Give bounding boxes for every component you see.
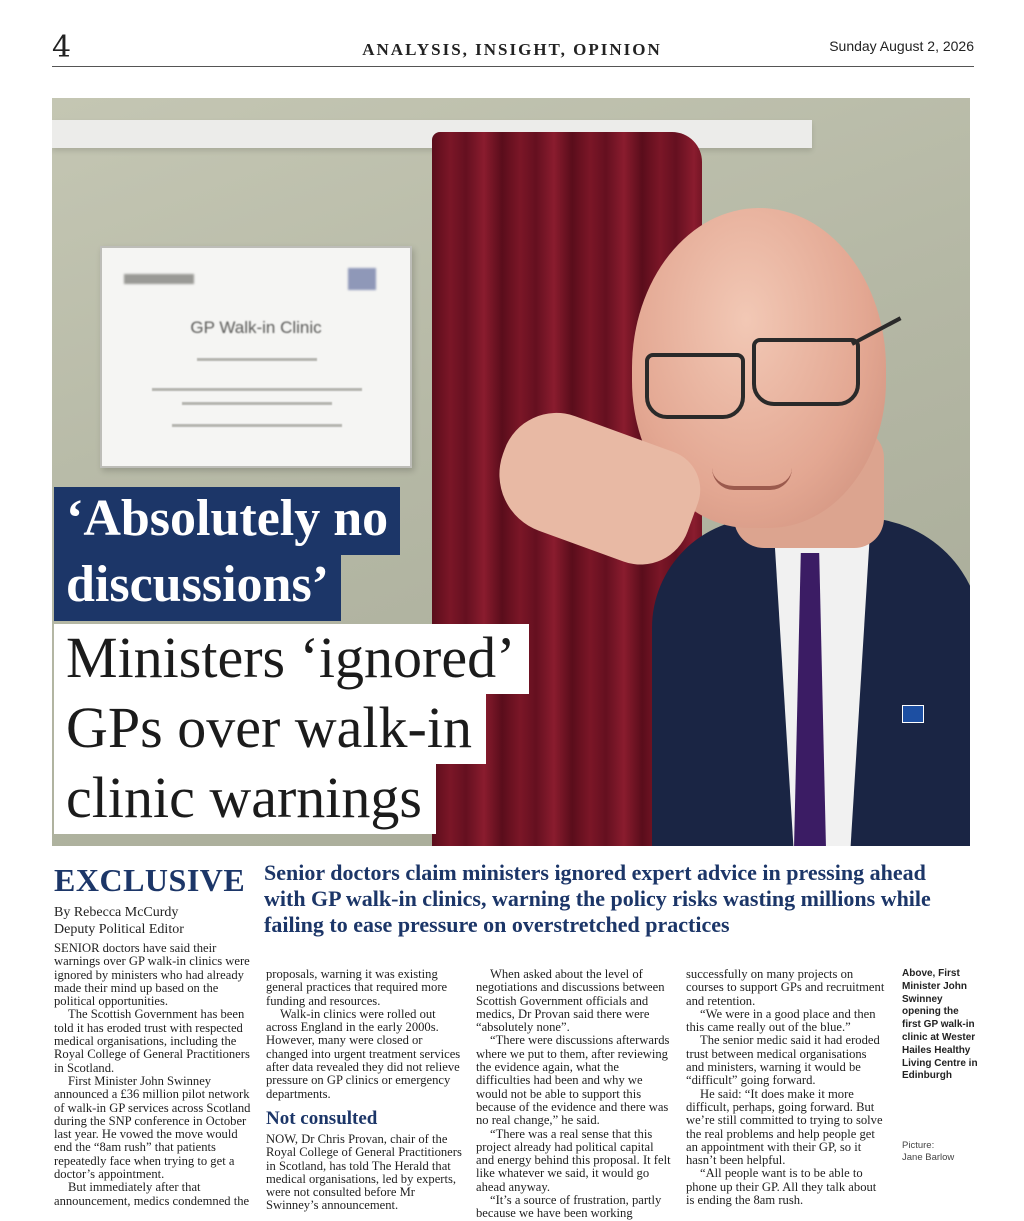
photo-credit: [902, 1140, 978, 1164]
kicker-line-2: discussions’: [54, 553, 341, 621]
exclusive-tag: EXCLUSIVE: [54, 862, 246, 898]
photo-caption: Above, First Minister John Swinney opening the first GP walk-in clinic at Wester Hailes Healthy Living Centre in Edinburgh: [902, 968, 978, 1082]
body-column-2: [266, 968, 464, 1213]
byline-role: Deputy Political Editor: [54, 922, 184, 937]
paragraph: “All people want is to be able to phone up their GP. All they talk about is ending the 8am rush.: [686, 1166, 877, 1208]
paragraph: “We were in a good place and then this came really out of the blue.”: [686, 1006, 876, 1035]
subhead: Not consulted: [266, 1107, 378, 1129]
headline-line-3: clinic warnings: [54, 764, 436, 834]
paragraph: First Minister John Swinney announced a £36 million pilot network of walk-in GP services across Scotland during the SNP conference in October last year. He vowed the move would end the “8am rush” that patients repeatedly face when trying to get a doctor’s appointment.: [54, 1073, 251, 1182]
paragraph: “It’s a source of frustration, partly because we have been working: [476, 1193, 662, 1221]
standfirst: Senior doctors claim ministers ignored expert advice in pressing ahead with GP walk-in clinics, warning the policy risks wasting millions while failing to ease pressure on overstretched practices: [264, 860, 931, 937]
paragraph: successfully on many projects on courses to support GPs and recruitment and retention.: [686, 967, 885, 1008]
paragraph: “There was a real sense that this project already had political capital and energy behind this proposal. It felt like whatever we said, it would go ahead anyway.: [476, 1126, 671, 1194]
saltire-pin-icon: [902, 705, 924, 723]
section-title: ANALYSIS, INSIGHT, OPINION: [362, 40, 662, 59]
plaque-logo-left: [124, 274, 194, 284]
plaque-line: [182, 402, 332, 405]
credit-label: Picture:: [902, 1140, 935, 1151]
body-column-1: [54, 942, 252, 1208]
paragraph: proposals, warning it was existing general practices that required more funding and resources.: [266, 967, 448, 1008]
body-column-4: [686, 968, 886, 1207]
plaque-title: GP Walk-in Clinic: [190, 318, 322, 337]
paragraph: When asked about the level of negotiations and discussions between Scottish Government officials and medics, Dr Provan said there were “absolutely none”.: [476, 967, 665, 1035]
paragraph: SENIOR doctors have said their warnings over GP walk-in clinics were ignored by ministers who had already made their mind up based on the political opportunities.: [54, 941, 250, 1009]
nhs-logo: [348, 268, 376, 290]
byline-author: By Rebecca McCurdy: [54, 905, 179, 920]
body-column-3: [476, 968, 674, 1221]
paragraph: The Scottish Government has been told it has eroded trust with respected medical organisations, including the Royal College of General Practitioners in Scotland.: [54, 1007, 250, 1075]
smile: [712, 468, 792, 490]
kicker-line-1: ‘Absolutely no: [54, 487, 400, 555]
paragraph: But immediately after that announcement, medics condemned the: [54, 1180, 250, 1208]
header-rule: [52, 66, 974, 67]
paragraph: NOW, Dr Chris Provan, chair of the Royal College of General Practitioners in Scotland, has told The Herald that medical organisations, led by experts, were not consulted before Mr Swinney’s announcement.: [266, 1131, 462, 1213]
issue-date: Sunday August 2, 2026: [829, 38, 974, 54]
plaque-line: [152, 388, 362, 391]
glasses-lens-right: [752, 338, 860, 406]
paragraph: Walk-in clinics were rolled out across England in the early 2000s. However, many were closed or changed into urgent treatment services after data revealed they did not relieve pressure on GP clinics or emergency departments.: [266, 1006, 461, 1101]
plaque-line: [197, 358, 317, 361]
credit-name: Jane Barlow: [902, 1152, 955, 1163]
headline-line-2: GPs over walk-in: [54, 694, 486, 764]
paragraph: He said: “It does make it more difficult, perhaps, going forward. But we’re still committed to trying to solve the real problems and help people get an appointment with their GP, so it hasn’t been helpful.: [686, 1086, 883, 1168]
plaque: [100, 246, 412, 468]
page-number: 4: [52, 30, 72, 65]
plaque-line: [172, 424, 342, 427]
paragraph: The senior medic said it had eroded trust between medical organisations and ministers, warning it would be “difficult” going forward.: [686, 1033, 880, 1088]
byline: [54, 904, 184, 938]
paragraph: “There were discussions afterwards where we put to them, after reviewing the evidence again, what the difficulties had been and why we would not be able to support this because of the evidence and there was no real change,” he said.: [476, 1033, 670, 1128]
headline-line-1: Ministers ‘ignored’: [54, 624, 529, 694]
glasses-lens-left: [645, 353, 745, 419]
